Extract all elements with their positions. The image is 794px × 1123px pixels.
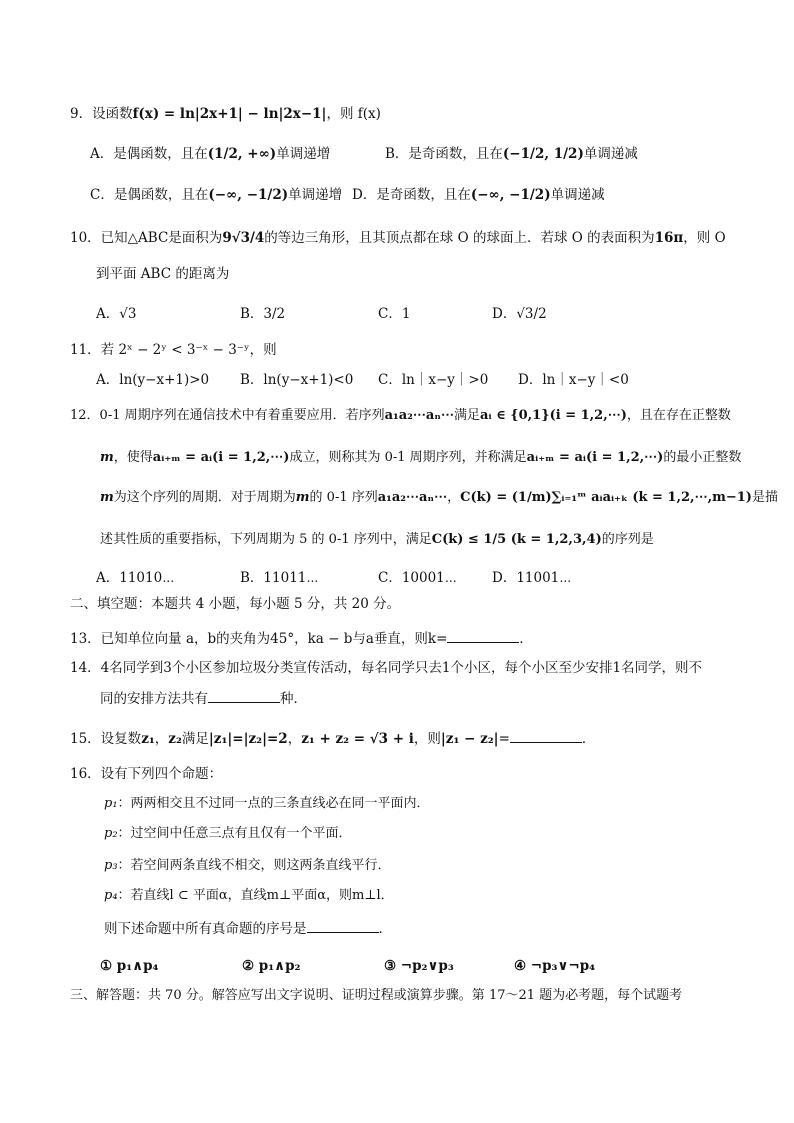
q14-tail: 种．: [280, 691, 307, 707]
q16-stem: 16．设有下列四个命题：: [70, 766, 223, 782]
q9-option-b-tail: 单调递减: [583, 146, 638, 162]
q12-condition: aᵢ ∈ {0,1}(i = 1,2,⋯): [480, 408, 627, 423]
q9-option-d-interval: (−∞, −1/2): [470, 187, 551, 203]
q10-text-a: 10．已知△ABC是面积为: [70, 230, 223, 246]
q12-text-f: 的最小正整数: [663, 450, 742, 465]
q15-tail: ．: [581, 731, 596, 747]
q12-formula: C(k) = (1/m)∑ᵢ₌₁ᵐ aᵢaᵢ₊ₖ (k = 1,2,⋯,m−1): [460, 490, 752, 505]
q12-text-d: ，使得: [113, 450, 153, 465]
q12-text-h: 的 0-1 序列: [309, 490, 378, 505]
q15-stem: [70, 728, 595, 749]
q9-option-c-tail: 单调递增: [288, 187, 343, 203]
q11-option-a: A．ln(y−x+1)>0: [96, 372, 210, 388]
q12-eq1: aᵢ₊ₘ = aᵢ(i = 1,2,⋯): [152, 450, 290, 465]
q16-choice-3: ③ ¬p₂∨p₃: [384, 958, 454, 974]
q9-option-c: [90, 185, 342, 205]
q15-equals: =: [498, 731, 510, 747]
q12-option-a: A．11010⋯: [96, 570, 175, 586]
q10-surface: 16π: [654, 230, 684, 246]
q11-option-d: D．ln｜x−y｜<0: [518, 372, 629, 388]
q11-option-c: C．ln｜x−y｜>0: [378, 372, 489, 388]
q15-text-a: 15．设复数: [70, 731, 142, 747]
q12-line1: [70, 406, 731, 426]
q14-answer-blank[interactable]: [208, 688, 280, 703]
q10-text-b: 的等边三角形，且其顶点都在球 O 的球面上．若球 O 的表面积为: [264, 230, 655, 246]
q12-text-j: 是描: [751, 490, 778, 505]
q9-option-b-interval: (−1/2, 1/2): [502, 146, 584, 162]
q16-prop-1-text: ：两两相交且不过同一点的三条直线必在同一平面内．: [117, 796, 430, 811]
q12-text-k: 述其性质的重要指标，下列周期为 5 的 0-1 序列中，满足: [100, 532, 432, 547]
q10-option-d: D．√3/2: [492, 306, 547, 322]
q15-ask: |z₁ − z₂|: [440, 731, 499, 747]
q15-text-c: 满足: [181, 731, 209, 747]
q15-sum: z₁ + z₂ = √3 + i: [301, 731, 414, 747]
q9-function: f(x) = ln|2x+1| − ln|2x−1|: [132, 106, 327, 122]
q12-text-c: ，且在存在正整数: [626, 408, 731, 423]
q9-stem-tail: ，则 f(x): [326, 106, 381, 122]
q11-option-b: B．ln(y−x+1)<0: [240, 372, 354, 388]
q9-option-d-tail: 单调递减: [550, 187, 605, 203]
q12-text-l: 的序列是: [601, 532, 654, 547]
q14-text: 同的安排方法共有: [100, 691, 208, 707]
q12-m-3: m: [295, 490, 310, 505]
q12-option-b: B．11011⋯: [240, 570, 319, 586]
q9-option-c-interval: (−∞, −1/2): [208, 187, 289, 203]
q9-stem: [70, 104, 381, 124]
section-2-heading: 二、填空题：本题共 4 小题，每小题 5 分，共 20 分。: [70, 596, 401, 612]
q16-ask-tail: ．: [378, 921, 392, 937]
q16-choice-4: ④ ¬p₃∨¬p₄: [514, 958, 596, 974]
q15-text-d: ，: [287, 731, 302, 747]
q10-line2: 到平面 ABC 的距离为: [96, 266, 230, 282]
q12-m-1: m: [100, 450, 114, 465]
q15-text-e: ，则: [413, 731, 441, 747]
q10-option-c: C．1: [378, 306, 411, 322]
q16-prop-1-tag: p₁: [104, 796, 118, 811]
q12-eq2: aᵢ₊ₘ = aᵢ(i = 1,2,⋯): [526, 450, 664, 465]
q12-text-e: 成立，则称其为 0-1 周期序列，并称满足: [289, 450, 527, 465]
q10-option-a: A．√3: [96, 306, 137, 322]
q12-line4: [100, 530, 654, 550]
q12-option-d: D．11001⋯: [492, 570, 572, 586]
q9-option-c-label: C．是偶函数，且在: [90, 187, 209, 203]
q16-answer-blank[interactable]: [307, 918, 379, 933]
q16-choice-2: ② p₁∧p₂: [242, 958, 301, 974]
q9-option-a-label: A．是偶函数，且在: [90, 146, 208, 162]
q15-text-b: ，: [154, 731, 169, 747]
q16-prop-3: [104, 856, 391, 876]
q9-stem-text: 9．设函数: [70, 106, 133, 122]
q12-text-a: 12．0-1 周期序列在通信技术中有着重要应用．若序列: [70, 408, 385, 423]
q12-text-i: ，: [447, 490, 461, 505]
q12-text-b: 满足: [454, 408, 481, 423]
q15-z1: z₁: [141, 731, 155, 747]
q12-text-g: 为这个序列的周期．对于周期为: [113, 490, 296, 505]
q12-sequence: a₁a₂⋯aₙ⋯: [384, 408, 455, 423]
q15-answer-blank[interactable]: [510, 728, 582, 743]
q16-prop-3-text: ：若空间两条直线不相交，则这两条直线平行．: [117, 858, 391, 873]
q10-line1: [70, 228, 726, 248]
q12-condition-2: C(k) ≤ 1/5 (k = 1,2,3,4): [431, 532, 602, 547]
q15-condition: |z₁|=|z₂|=2: [208, 731, 288, 747]
section-3-heading: 三、解答题：共 70 分。解答应写出文字说明、证明过程或演算步骤。第 17～21 题为必考题，每个试题考: [70, 988, 683, 1003]
q10-text-c: ，则 O: [683, 230, 726, 246]
q16-ask: [104, 918, 392, 939]
q16-prop-2-tag: p₂: [104, 826, 118, 841]
q12-line2: [100, 448, 741, 468]
q12-line3: [100, 488, 778, 508]
q13-stem: [70, 628, 533, 649]
q14-line1: 14．4名同学到3个小区参加垃圾分类宣传活动，每名同学只去1个小区，每个小区至少安排1名同学，则不: [70, 660, 703, 676]
q9-option-a: [90, 144, 330, 164]
q16-prop-4-tag: p₄: [104, 888, 118, 903]
q13-tail: ．: [519, 631, 533, 647]
q16-choice-1: ① p₁∧p₄: [100, 958, 159, 974]
q11-stem: 11．若 2ˣ − 2ʸ < 3⁻ˣ − 3⁻ʸ，则: [70, 342, 277, 358]
q12-option-c: C．10001⋯: [378, 570, 457, 586]
q16-prop-2: [104, 824, 352, 844]
q16-ask-text: 则下述命题中所有真命题的序号是: [104, 921, 307, 937]
q16-prop-1: [104, 794, 430, 814]
q9-option-b: [385, 144, 638, 164]
q13-answer-blank[interactable]: [447, 628, 519, 643]
q9-option-a-interval: (1/2, +∞): [207, 146, 277, 162]
q9-option-b-label: B．是奇函数，且在: [385, 146, 503, 162]
q14-line2: [100, 688, 307, 709]
q10-option-b: B．3/2: [240, 306, 286, 322]
q16-prop-2-text: ：过空间中任意三点有且仅有一个平面．: [117, 826, 352, 841]
q16-prop-3-tag: p₃: [104, 858, 118, 873]
q9-option-d: [352, 185, 605, 205]
q12-m-2: m: [100, 490, 114, 505]
q9-option-d-label: D．是奇函数，且在: [352, 187, 471, 203]
q16-prop-4-text: ：若直线l ⊂ 平面α，直线m⊥平面α，则m⊥l．: [117, 888, 394, 903]
q16-prop-4: [104, 886, 394, 906]
q9-option-a-tail: 单调递增: [276, 146, 331, 162]
q10-area: 9√3/4: [222, 230, 265, 246]
q12-sequence-2: a₁a₂⋯aₙ⋯: [377, 490, 448, 505]
q15-z2: z₂: [168, 731, 182, 747]
q13-text: 13．已知单位向量 a，b的夹角为45°，ka − b与a垂直，则k=: [70, 631, 448, 647]
